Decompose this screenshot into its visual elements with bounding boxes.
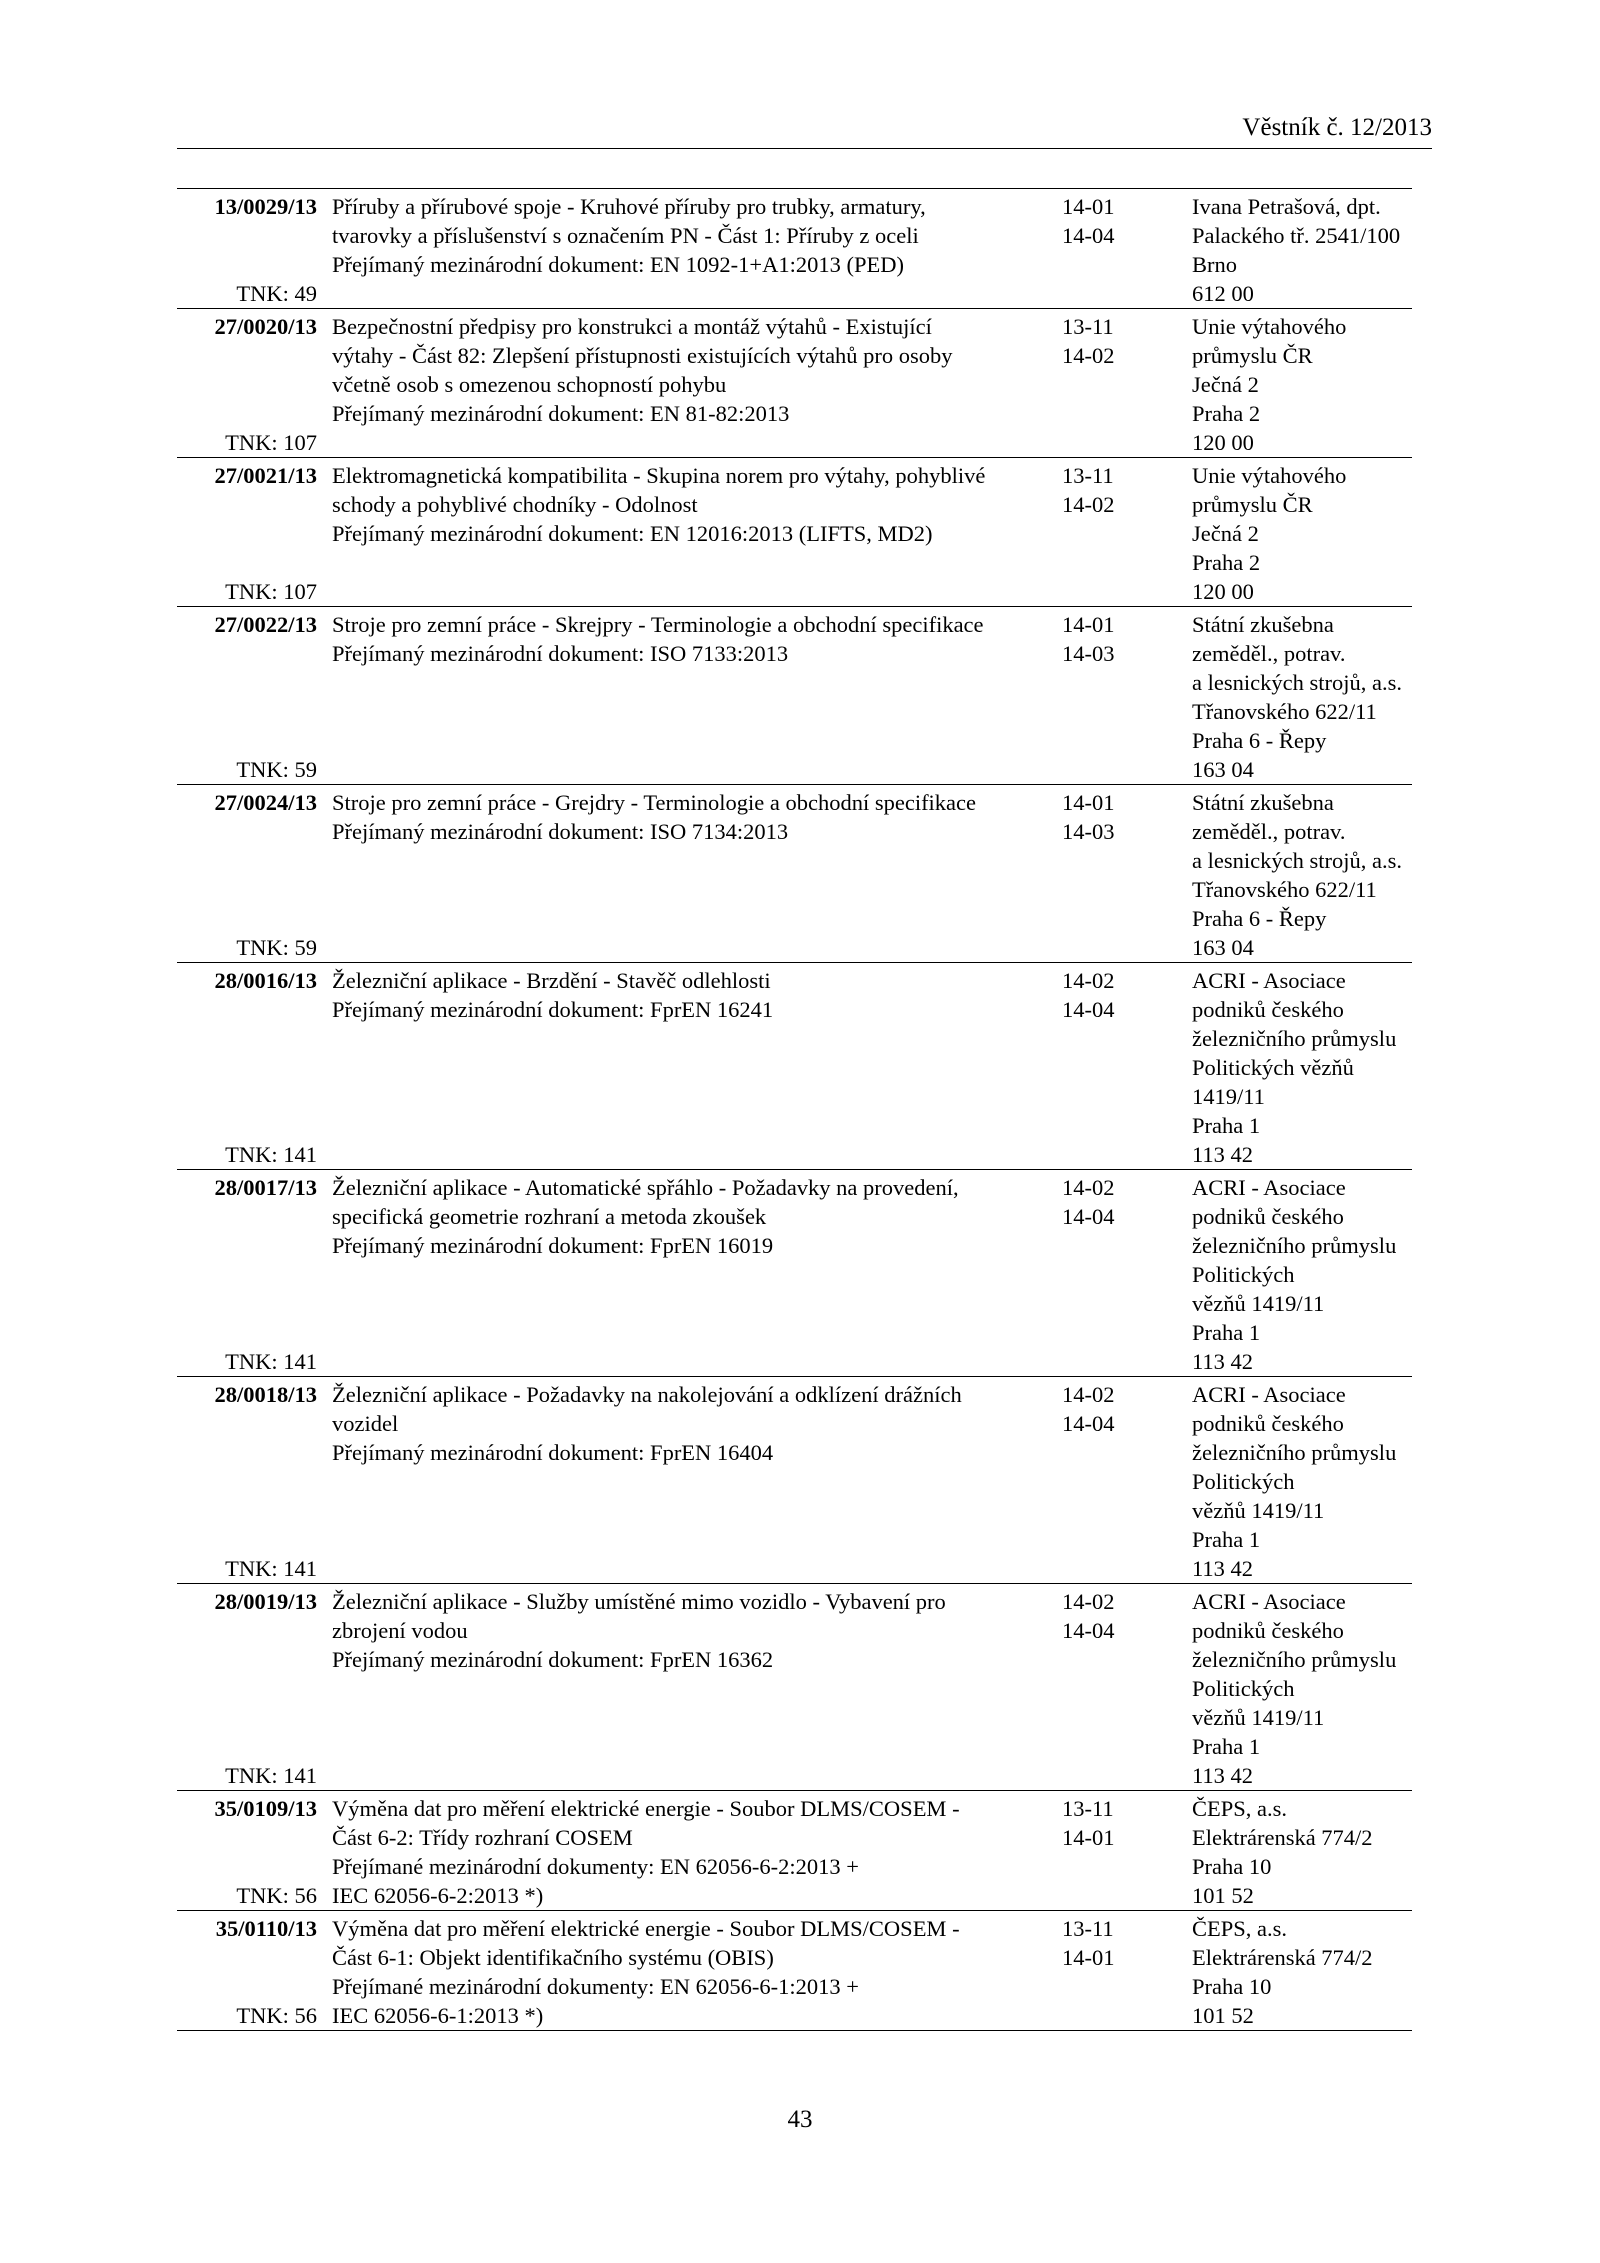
- record-title-line: Železniční aplikace - Automatické spřáhlo - Požadavky na provedení,: [332, 1175, 959, 1200]
- record-title-line: Bezpečnostní předpisy pro konstrukci a montáž výtahů - Existující: [332, 314, 932, 339]
- record-title-line: Přejímaný mezinárodní dokument: FprEN 16019: [332, 1233, 774, 1258]
- record-address-line: ČEPS, a.s.: [1192, 1916, 1288, 1941]
- record-id-cell: [177, 192, 317, 308]
- record-title-line: Přejímaný mezinárodní dokument: FprEN 16241: [332, 997, 774, 1022]
- record-tnk: TNK: 49: [236, 281, 317, 306]
- record-codes: [1042, 788, 1182, 962]
- record-address: [1182, 966, 1412, 1169]
- record-address-line: průmyslu ČR: [1192, 343, 1313, 368]
- record-title: [317, 610, 1042, 784]
- record-codes-line: 13-11: [1062, 1796, 1114, 1821]
- record-address-line: Praha 1: [1192, 1527, 1261, 1552]
- record-address-line: 612 00: [1192, 281, 1254, 306]
- record-title-line: Přejímaný mezinárodní dokument: EN 1092-1+A1:2013 (PED): [332, 252, 904, 277]
- record-address-line: 163 04: [1192, 935, 1254, 960]
- table-row: [177, 784, 1412, 962]
- record-address: [1182, 610, 1412, 784]
- table-row: [177, 457, 1412, 606]
- record-title-line: Přejímaný mezinárodní dokument: FprEN 16362: [332, 1647, 774, 1672]
- record-tnk: TNK: 141: [225, 1763, 317, 1788]
- record-tnk: TNK: 59: [236, 757, 317, 782]
- record-title-line: Část 6-1: Objekt identifikačního systému (OBIS): [332, 1945, 774, 1970]
- record-id-cell: [177, 461, 317, 606]
- record-codes-line: 14-04: [1062, 1411, 1115, 1436]
- record-address-line: Praha 1: [1192, 1734, 1261, 1759]
- record-title-line: Výměna dat pro měření elektrické energie - Soubor DLMS/COSEM -: [332, 1916, 960, 1941]
- record-address-line: ACRI - Asociace: [1192, 968, 1346, 993]
- record-address-line: zeměděl., potrav.: [1192, 819, 1346, 844]
- record-codes-line: 13-11: [1062, 314, 1114, 339]
- record-address-line: podniků českého: [1192, 1204, 1344, 1229]
- record-codes-line: 14-02: [1062, 1589, 1115, 1614]
- record-tnk: TNK: 56: [236, 2003, 317, 2028]
- record-address-line: Unie výtahového: [1192, 314, 1347, 339]
- record-id-cell: [177, 1794, 317, 1910]
- record-number: 13/0029/13: [214, 194, 317, 219]
- record-title-line: Příruby a přírubové spoje - Kruhové příruby pro trubky, armatury,: [332, 194, 926, 219]
- record-title-line: Přejímaný mezinárodní dokument: ISO 7134:2013: [332, 819, 789, 844]
- record-codes: [1042, 1587, 1182, 1790]
- record-codes-line: 13-11: [1062, 1916, 1114, 1941]
- record-address-line: Státní zkušebna: [1192, 790, 1334, 815]
- record-number: 35/0109/13: [214, 1796, 317, 1821]
- record-id-cell: [177, 1380, 317, 1583]
- standards-list: [177, 188, 1412, 2031]
- record-id-cell: [177, 1173, 317, 1376]
- record-address-line: vězňů 1419/11: [1192, 1498, 1325, 1523]
- record-id-cell: [177, 1914, 317, 2030]
- record-number: 28/0018/13: [214, 1382, 317, 1407]
- record-address-line: 1419/11: [1192, 1084, 1265, 1109]
- record-address: [1182, 788, 1412, 962]
- record-address-line: železničního průmyslu: [1192, 1026, 1397, 1051]
- record-address-line: Unie výtahového: [1192, 463, 1347, 488]
- record-tnk: TNK: 59: [236, 935, 317, 960]
- record-title-line: Elektromagnetická kompatibilita - Skupina norem pro výtahy, pohyblivé: [332, 463, 986, 488]
- record-number: 27/0021/13: [214, 463, 317, 488]
- record-title: [317, 192, 1042, 308]
- record-codes-line: 14-02: [1062, 1382, 1115, 1407]
- record-address: [1182, 461, 1412, 606]
- record-address-line: železničního průmyslu: [1192, 1233, 1397, 1258]
- record-address-line: Praha 1: [1192, 1113, 1261, 1138]
- record-title-line: schody a pohyblivé chodníky - Odolnost: [332, 492, 698, 517]
- record-address-line: Politických: [1192, 1676, 1295, 1701]
- record-address-line: Elektrárenská 774/2: [1192, 1825, 1373, 1850]
- record-address-line: ČEPS, a.s.: [1192, 1796, 1288, 1821]
- table-row: [177, 962, 1412, 1169]
- record-address: [1182, 1173, 1412, 1376]
- record-address: [1182, 1914, 1412, 2030]
- record-address-line: a lesnických strojů, a.s.: [1192, 848, 1402, 873]
- record-address: [1182, 1794, 1412, 1910]
- record-id-cell: [177, 312, 317, 457]
- record-codes-line: 14-04: [1062, 997, 1115, 1022]
- record-codes-line: 14-02: [1062, 492, 1115, 517]
- record-number: 27/0020/13: [214, 314, 317, 339]
- record-number: 27/0024/13: [214, 790, 317, 815]
- record-address-line: 120 00: [1192, 430, 1254, 455]
- record-codes-line: 14-01: [1062, 1945, 1115, 1970]
- record-title: [317, 1380, 1042, 1583]
- record-address-line: 120 00: [1192, 579, 1254, 604]
- record-title-line: Železniční aplikace - Brzdění - Stavěč odlehlosti: [332, 968, 771, 993]
- record-id-cell: [177, 788, 317, 962]
- record-address: [1182, 1380, 1412, 1583]
- record-address-line: 113 42: [1192, 1556, 1254, 1581]
- record-title-line: Přejímaný mezinárodní dokument: ISO 7133:2013: [332, 641, 789, 666]
- record-title: [317, 788, 1042, 962]
- record-address-line: Palackého tř. 2541/100: [1192, 223, 1401, 248]
- record-address: [1182, 192, 1412, 308]
- record-title-line: výtahy - Část 82: Zlepšení přístupnosti existujících výtahů pro osoby: [332, 343, 953, 368]
- record-codes-line: 14-04: [1062, 1618, 1115, 1643]
- record-codes: [1042, 1794, 1182, 1910]
- record-address-line: 101 52: [1192, 2003, 1254, 2028]
- record-address-line: podniků českého: [1192, 997, 1344, 1022]
- table-row: [177, 1169, 1412, 1376]
- record-number: 28/0016/13: [214, 968, 317, 993]
- record-address-line: Politických: [1192, 1262, 1295, 1287]
- record-codes-line: 14-02: [1062, 1175, 1115, 1200]
- record-address-line: ACRI - Asociace: [1192, 1589, 1346, 1614]
- record-number: 27/0022/13: [214, 612, 317, 637]
- record-tnk: TNK: 141: [225, 1142, 317, 1167]
- record-address-line: 101 52: [1192, 1883, 1254, 1908]
- record-title-line: Přejímané mezinárodní dokumenty: EN 62056-6-1:2013 +: [332, 1974, 859, 1999]
- record-address-line: zeměděl., potrav.: [1192, 641, 1346, 666]
- record-codes: [1042, 461, 1182, 606]
- table-row: [177, 1376, 1412, 1583]
- record-codes: [1042, 1380, 1182, 1583]
- record-tnk: TNK: 141: [225, 1349, 317, 1374]
- table-row: [177, 188, 1412, 308]
- record-address-line: vězňů 1419/11: [1192, 1291, 1325, 1316]
- page-header: [177, 112, 1432, 149]
- table-row: [177, 308, 1412, 457]
- record-codes-line: 14-01: [1062, 790, 1115, 815]
- record-codes: [1042, 1914, 1182, 2030]
- record-codes-line: 14-01: [1062, 612, 1115, 637]
- record-title-line: Železniční aplikace - Služby umístěné mimo vozidlo - Vybavení pro: [332, 1589, 946, 1614]
- record-address-line: Třanovského 622/11: [1192, 699, 1377, 724]
- record-title-line: Přejímaný mezinárodní dokument: FprEN 16404: [332, 1440, 774, 1465]
- record-address-line: ACRI - Asociace: [1192, 1382, 1346, 1407]
- record-address-line: Praha 2: [1192, 401, 1261, 426]
- record-title-line: tvarovky a příslušenství s označením PN - Část 1: Příruby z oceli: [332, 223, 919, 248]
- record-title-line: Přejímané mezinárodní dokumenty: EN 62056-6-2:2013 +: [332, 1854, 859, 1879]
- record-address-line: 163 04: [1192, 757, 1254, 782]
- record-address-line: podniků českého: [1192, 1411, 1344, 1436]
- record-title-line: specifická geometrie rozhraní a metoda zkoušek: [332, 1204, 767, 1229]
- record-title-line: zbrojení vodou: [332, 1618, 468, 1643]
- record-address-line: průmyslu ČR: [1192, 492, 1313, 517]
- record-codes-line: 13-11: [1062, 463, 1114, 488]
- record-address-line: Praha 1: [1192, 1320, 1261, 1345]
- record-address: [1182, 1587, 1412, 1790]
- record-codes-line: 14-04: [1062, 223, 1115, 248]
- record-title-line: Stroje pro zemní práce - Skrejpry - Terminologie a obchodní specifikace: [332, 612, 984, 637]
- record-codes: [1042, 610, 1182, 784]
- record-address-line: Praha 10: [1192, 1854, 1272, 1879]
- record-title-line: vozidel: [332, 1411, 399, 1436]
- record-address-line: Praha 6 - Řepy: [1192, 906, 1327, 931]
- record-address-line: 113 42: [1192, 1349, 1254, 1374]
- record-title-line: Výměna dat pro měření elektrické energie - Soubor DLMS/COSEM -: [332, 1796, 960, 1821]
- record-title-line: IEC 62056-6-1:2013 *): [332, 2003, 544, 2028]
- record-address-line: ACRI - Asociace: [1192, 1175, 1346, 1200]
- record-tnk: TNK: 141: [225, 1556, 317, 1581]
- record-codes-line: 14-01: [1062, 1825, 1115, 1850]
- table-row: [177, 1583, 1412, 1790]
- record-address-line: Třanovského 622/11: [1192, 877, 1377, 902]
- record-address-line: Státní zkušebna: [1192, 612, 1334, 637]
- record-number: 35/0110/13: [215, 1916, 317, 1941]
- page-number: 43: [787, 2106, 813, 2133]
- record-title: [317, 1587, 1042, 1790]
- record-title-line: Přejímaný mezinárodní dokument: EN 12016:2013 (LIFTS, MD2): [332, 521, 933, 546]
- record-title: [317, 966, 1042, 1169]
- record-title: [317, 1173, 1042, 1376]
- record-address-line: Ivana Petrašová, dpt.: [1192, 194, 1381, 219]
- record-address-line: a lesnických strojů, a.s.: [1192, 670, 1402, 695]
- record-codes: [1042, 966, 1182, 1169]
- record-title-line: Železniční aplikace - Požadavky na nakolejování a odklízení drážních: [332, 1382, 962, 1407]
- table-row: [177, 1790, 1412, 1910]
- record-number: 28/0019/13: [214, 1589, 317, 1614]
- record-title-line: včetně osob s omezenou schopností pohybu: [332, 372, 727, 397]
- record-address-line: Praha 6 - Řepy: [1192, 728, 1327, 753]
- record-address-line: Praha 10: [1192, 1974, 1272, 1999]
- record-id-cell: [177, 1587, 317, 1790]
- record-address-line: 113 42: [1192, 1763, 1254, 1788]
- record-title-line: Stroje pro zemní práce - Grejdry - Terminologie a obchodní specifikace: [332, 790, 977, 815]
- record-title: [317, 312, 1042, 457]
- record-codes-line: 14-01: [1062, 194, 1115, 219]
- record-address-line: Ječná 2: [1192, 521, 1259, 546]
- record-title: [317, 1794, 1042, 1910]
- record-codes-line: 14-03: [1062, 641, 1115, 666]
- record-address-line: železničního průmyslu: [1192, 1647, 1397, 1672]
- record-codes-line: 14-02: [1062, 968, 1115, 993]
- record-title-line: Přejímaný mezinárodní dokument: EN 81-82:2013: [332, 401, 790, 426]
- record-title: [317, 1914, 1042, 2030]
- record-tnk: TNK: 56: [236, 1883, 317, 1908]
- record-address-line: Elektrárenská 774/2: [1192, 1945, 1373, 1970]
- record-address-line: vězňů 1419/11: [1192, 1705, 1325, 1730]
- bulletin-title: Věstník č. 12/2013: [1242, 114, 1432, 141]
- record-tnk: TNK: 107: [225, 430, 317, 455]
- table-row: [177, 606, 1412, 784]
- record-address-line: Brno: [1192, 252, 1237, 277]
- record-address-line: železničního průmyslu: [1192, 1440, 1397, 1465]
- record-codes-line: 14-04: [1062, 1204, 1115, 1229]
- record-id-cell: [177, 966, 317, 1169]
- record-address: [1182, 312, 1412, 457]
- record-number: 28/0017/13: [214, 1175, 317, 1200]
- record-codes-line: 14-02: [1062, 343, 1115, 368]
- record-title-line: Část 6-2: Třídy rozhraní COSEM: [332, 1825, 633, 1850]
- record-codes: [1042, 192, 1182, 308]
- record-tnk: TNK: 107: [225, 579, 317, 604]
- record-title: [317, 461, 1042, 606]
- record-address-line: 113 42: [1192, 1142, 1254, 1167]
- record-address-line: Praha 2: [1192, 550, 1261, 575]
- record-address-line: podniků českého: [1192, 1618, 1344, 1643]
- record-id-cell: [177, 610, 317, 784]
- record-address-line: Ječná 2: [1192, 372, 1259, 397]
- record-title-line: IEC 62056-6-2:2013 *): [332, 1883, 544, 1908]
- record-address-line: Politických: [1192, 1469, 1295, 1494]
- record-address-line: Politických vězňů: [1192, 1055, 1354, 1080]
- record-codes: [1042, 312, 1182, 457]
- table-row: [177, 1910, 1412, 2031]
- record-codes-line: 14-03: [1062, 819, 1115, 844]
- record-codes: [1042, 1173, 1182, 1376]
